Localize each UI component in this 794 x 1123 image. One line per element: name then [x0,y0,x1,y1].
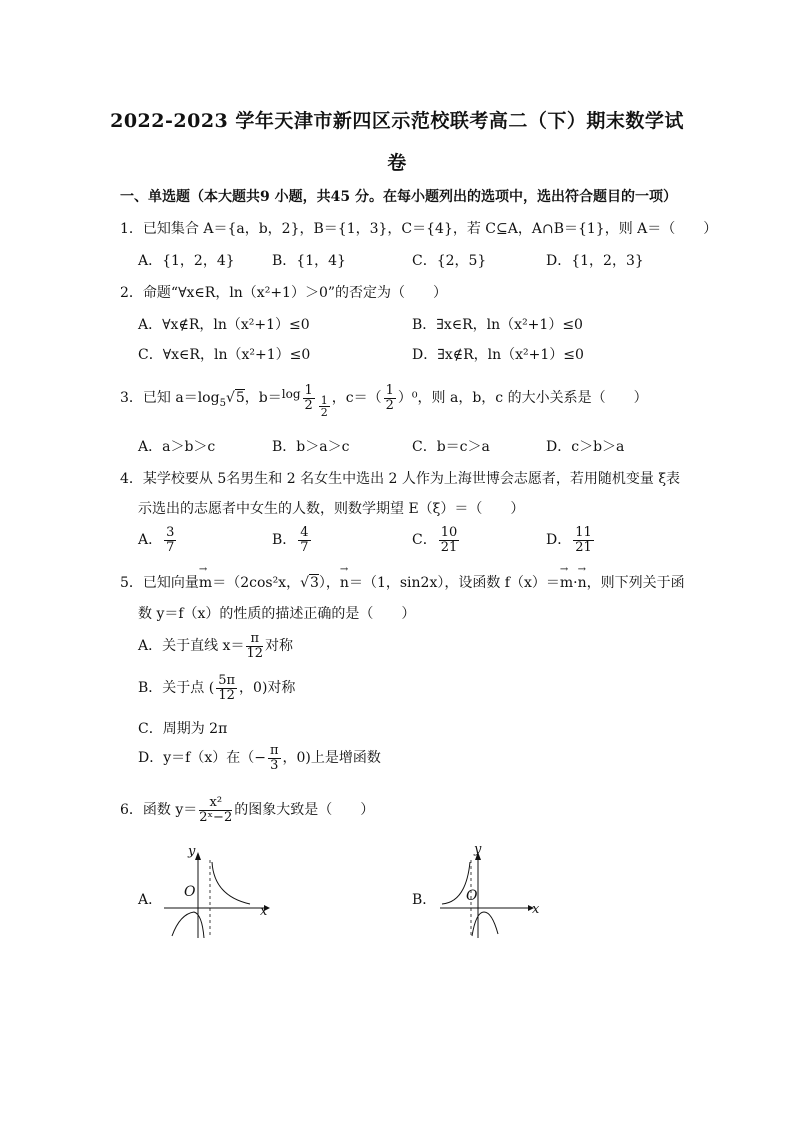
q1-stem: 1．已知集合 A＝{a，b，2}，B＝{1，3}，C＝{4}，若 C⊆A，A∩B＝{1}，则 A＝（ ） [120,221,718,237]
q5-stem-line1: 5．已知向量 → m＝（2cos²x，√3）， → n＝（1，sin2x），设函数 f（x）＝ → m· → n，则下列关于函 [120,564,685,591]
q4-option-d: D． $\frac{11}{21}$ [546,525,592,555]
q6-option-a-label: A． [138,892,163,908]
q5-option-d: D．y＝f（x）在（− $\frac{\pi}{3}$ ，0)上是增函数 [138,743,381,773]
q4-stem-line1: 4．某学校要从 5名男生和 2 名女生中选出 2 人作为上海世博会志愿者，若用随机变量 ξ表 [120,471,681,487]
q3-option-b: B．b＞a＞c [272,439,350,455]
q6-stem: 6．函数 y＝ $\frac{\text{x²}}{\text{2ˣ−2}}$ 的图象大致是（ ） [120,795,375,825]
q5-option-a: A．关于直线 x＝ $\frac{\pi}{12}$ 对称 [138,631,294,661]
q4-option-a: A． $\frac{3}{7}$ [138,525,175,555]
q3-option-d: D．c＞b＞a [546,439,625,455]
q4-option-b: B． $\frac{4}{7}$ [272,525,309,555]
q3-option-c: C．b＝c＞a [412,439,490,455]
q2-option-b: B．∃x∈R，ln（x²+1）≤0 [412,317,583,333]
q4-stem-line2: 示选出的志愿者中女生的人数，则数学期望 E（ξ）＝（ ） [138,501,525,517]
q5-stem-line2: 数 y＝f（x）的性质的描述正确的是（ ） [138,606,416,622]
axis-y-label: y [474,842,482,857]
q1-option-c: C．{2，5} [412,253,487,269]
q2-option-d: D．∃x∉R，ln（x²+1）≤0 [412,347,584,363]
origin-label: O [184,884,196,900]
q6-graph-a [160,844,280,940]
q4-option-c: C． $\frac{10}{21}$ [412,525,458,555]
section-heading: 一、单选题（本大题共9 小题，共45 分。在每小题列出的选项中，选出符合题目的一项） [120,189,677,205]
q6-graph-b [436,842,556,940]
page-title-line2: 卷 [387,152,407,174]
axis-y-label: y [188,844,196,859]
q2-option-c: C．∀x∈R，ln（x²+1）≤0 [138,347,311,363]
axis-x-label: x [532,902,540,917]
q1-option-a: A．{1，2，4} [138,253,235,269]
q5-option-c: C．周期为 2π [138,721,228,737]
origin-label: O [466,888,478,904]
q1-option-d: D．{1，2，3} [546,253,644,269]
q3-option-a: A．a＞b＞c [138,439,216,455]
q5-option-b: B．关于点 ( $\frac{5\pi}{12}$ ，0)对称 [138,673,296,703]
q2-option-a: A．∀x∉R，ln（x²+1）≤0 [138,317,310,333]
q6-option-b-label: B． [412,892,437,908]
q1-option-b: B．{1，4} [272,253,346,269]
q3-stem: 3．已知 $a=\log_5√5$，b＝log $\frac{1}{2}$ $\frac{1}{2}$ ，c＝（ $\frac{1}{2}$ ）⁰，则 a，b，c 的大小关系是（ ） [120,383,648,420]
q2-stem: 2．命题“∀x∈R，ln（x²+1）＞0”的否定为（ ） [120,285,448,301]
axis-x-label: x [260,904,268,919]
page-title-line1: 2022-2023 学年天津市新四区示范校联考高二（下）期末数学试 [110,110,684,132]
